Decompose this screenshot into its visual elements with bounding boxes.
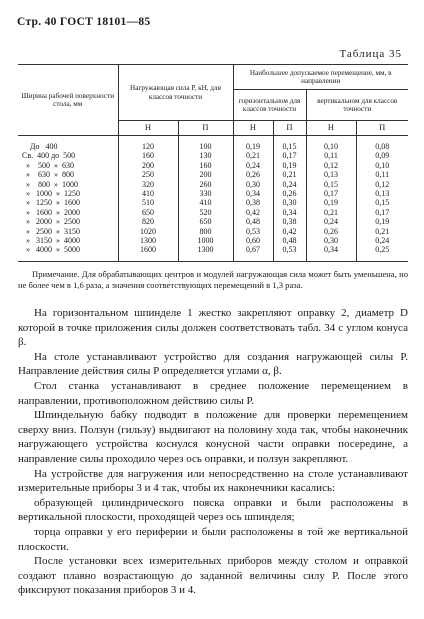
cell-force-n: 650 [118,208,178,217]
cell-h-n: 0,30 [233,180,273,189]
cell-h-n: 0,34 [233,189,273,198]
cell-force-p: 160 [178,161,233,170]
cell-v-p: 0,24 [356,236,408,245]
cell-width: » 1000 » 1250 [18,189,118,198]
cell-width: » 800 » 1000 [18,180,118,189]
cell-v-n: 0,21 [306,208,356,217]
cell-h-n: 0,67 [233,245,273,261]
table-row [18,180,408,189]
cell-h-n: 0,53 [233,227,273,236]
cell-force-p: 1000 [178,236,233,245]
cell-h-n: 0,19 [233,136,273,152]
cell-v-n: 0,13 [306,170,356,179]
cell-h-n: 0,42 [233,208,273,217]
cell-force-n: 200 [118,161,178,170]
cell-force-n: 160 [118,151,178,160]
cell-width: » 1600 » 2000 [18,208,118,217]
table-row [18,189,408,198]
cell-v-n: 0,26 [306,227,356,236]
cell-h-n: 0,26 [233,170,273,179]
class-label-force-n: Н [118,121,178,136]
cell-v-n: 0,11 [306,151,356,160]
cell-force-p: 1300 [178,245,233,261]
cell-v-n: 0,30 [306,236,356,245]
table-row [18,161,408,170]
paragraph: На горизонтальном шпинделе 1 жестко закрепляют оправку 2, диаметр D которой в точке приложения силы должен соответствовать табл. 34 с углом конуса β. [18,307,408,349]
cell-width: Св. 400 до 500 [18,151,118,160]
cell-force-n: 1300 [118,236,178,245]
cell-h-p: 0,26 [273,189,306,198]
table-row [18,170,408,179]
cell-force-p: 100 [178,136,233,152]
cell-v-p: 0,21 [356,227,408,236]
paragraph: Шпиндельную бабку подводят в положение для проверки перемещением сверху вниз. Ползун (гильзу) выдвигают на половину хода так, чтобы наконечник нагружающего устройства коснулся конусной части оправки посередине, а направление силы проходило через ось оправки, и ползун закрепляют. [18,409,408,465]
cell-width: » 3150 » 4000 [18,236,118,245]
cell-v-n: 0,10 [306,136,356,152]
paragraph: торца оправки у его периферии и были расположены в той же вертикальной плоскости. [18,525,408,553]
cell-v-n: 0,17 [306,189,356,198]
col-header-force: Нагружающая сила P, кН, для классов точности [118,65,233,121]
cell-force-p: 650 [178,217,233,226]
table-row [18,208,408,217]
class-label-vert-p: П [356,121,408,136]
cell-force-n: 250 [118,170,178,179]
cell-h-p: 0,53 [273,245,306,261]
cell-width: » 4000 » 5000 [18,245,118,261]
page-header: Стр. 40 ГОСТ 18101—85 [17,16,151,28]
cell-force-p: 260 [178,180,233,189]
cell-h-n: 0,21 [233,151,273,160]
paragraph: Стол станка устанавливают в среднее положение перемещением в направлении, противоположном действию силы P. [18,379,408,407]
cell-h-p: 0,34 [273,208,306,217]
body-text [18,306,408,598]
class-label-force-p: П [178,121,233,136]
cell-force-n: 320 [118,180,178,189]
cell-force-n: 1020 [118,227,178,236]
cell-v-n: 0,24 [306,217,356,226]
cell-force-n: 1600 [118,245,178,261]
table-row [18,198,408,207]
cell-force-n: 120 [118,136,178,152]
cell-h-p: 0,38 [273,217,306,226]
cell-h-n: 0,60 [233,236,273,245]
cell-force-p: 130 [178,151,233,160]
cell-h-n: 0,24 [233,161,273,170]
cell-h-p: 0,30 [273,198,306,207]
col-header-vertical: вертикальном для классов точности [306,90,408,121]
cell-width: » 1250 » 1600 [18,198,118,207]
cell-v-p: 0,15 [356,198,408,207]
paragraph: После установки всех измерительных приборов между столом и оправкой создают плавно возрастающую до заданной величины силу P. После этого фиксируют показания приборов 3 и 4. [18,555,408,597]
class-label-vert-n: Н [306,121,356,136]
col-header-horizontal: горизонтальном для классов точности [233,90,306,121]
table-row [18,217,408,226]
cell-v-p: 0,25 [356,245,408,261]
table-body [18,136,408,262]
cell-v-p: 0,17 [356,208,408,217]
cell-h-p: 0,15 [273,136,306,152]
table-row [18,136,408,152]
col-header-width: Ширина рабочей поверхности стола, мм [18,65,118,136]
paragraph: На столе устанавливают устройство для создания нагружающей силы P. Направление действия силы P определяется углами α, β. [18,350,408,378]
cell-force-p: 800 [178,227,233,236]
table-row [18,245,408,261]
cell-force-p: 520 [178,208,233,217]
cell-force-n: 510 [118,198,178,207]
cell-v-n: 0,19 [306,198,356,207]
cell-width: » 2500 » 3150 [18,227,118,236]
cell-force-p: 330 [178,189,233,198]
cell-v-n: 0,15 [306,180,356,189]
class-label-horiz-p: П [273,121,306,136]
cell-force-n: 410 [118,189,178,198]
cell-force-p: 200 [178,170,233,179]
table-note: Примечание. Для обрабатывающих центров и модулей нагружающая сила может быть уменьшена, но не более чем в 1,6 раза, а значения соответствующих перемещений в 1,3 раза. [18,269,408,290]
cell-v-p: 0,10 [356,161,408,170]
cell-width: » 2000 » 2500 [18,217,118,226]
cell-v-p: 0,11 [356,170,408,179]
cell-width: До 400 [18,136,118,152]
paragraph: На устройстве для нагружения или непосредственно на столе устанавливают измерительные приборы 3 и 4 так, чтобы их наконечники касались: [18,467,408,495]
cell-v-p: 0,13 [356,189,408,198]
cell-h-p: 0,17 [273,151,306,160]
cell-v-p: 0,08 [356,136,408,152]
load-displacement-table [18,64,408,262]
cell-h-n: 0,48 [233,217,273,226]
cell-force-p: 410 [178,198,233,207]
table-row [18,151,408,160]
paragraph: образующей цилиндрического пояска оправки и были расположены в вертикальной плоскости, проходящей через ось шпинделя; [18,496,408,524]
cell-v-n: 0,12 [306,161,356,170]
table-title: Таблица 35 [339,48,402,60]
cell-h-p: 0,21 [273,170,306,179]
col-header-displacement: Наибольшее допускаемое перемещение, мм, в направлении [233,65,408,90]
cell-h-p: 0,42 [273,227,306,236]
cell-h-p: 0,24 [273,180,306,189]
cell-force-n: 820 [118,217,178,226]
class-label-horiz-n: Н [233,121,273,136]
cell-h-n: 0,38 [233,198,273,207]
table-row [18,227,408,236]
cell-v-p: 0,09 [356,151,408,160]
cell-h-p: 0,48 [273,236,306,245]
cell-v-p: 0,19 [356,217,408,226]
cell-width: » 500 » 630 [18,161,118,170]
cell-h-p: 0,19 [273,161,306,170]
cell-v-p: 0,12 [356,180,408,189]
cell-v-n: 0,34 [306,245,356,261]
cell-width: » 630 » 800 [18,170,118,179]
table-row [18,236,408,245]
